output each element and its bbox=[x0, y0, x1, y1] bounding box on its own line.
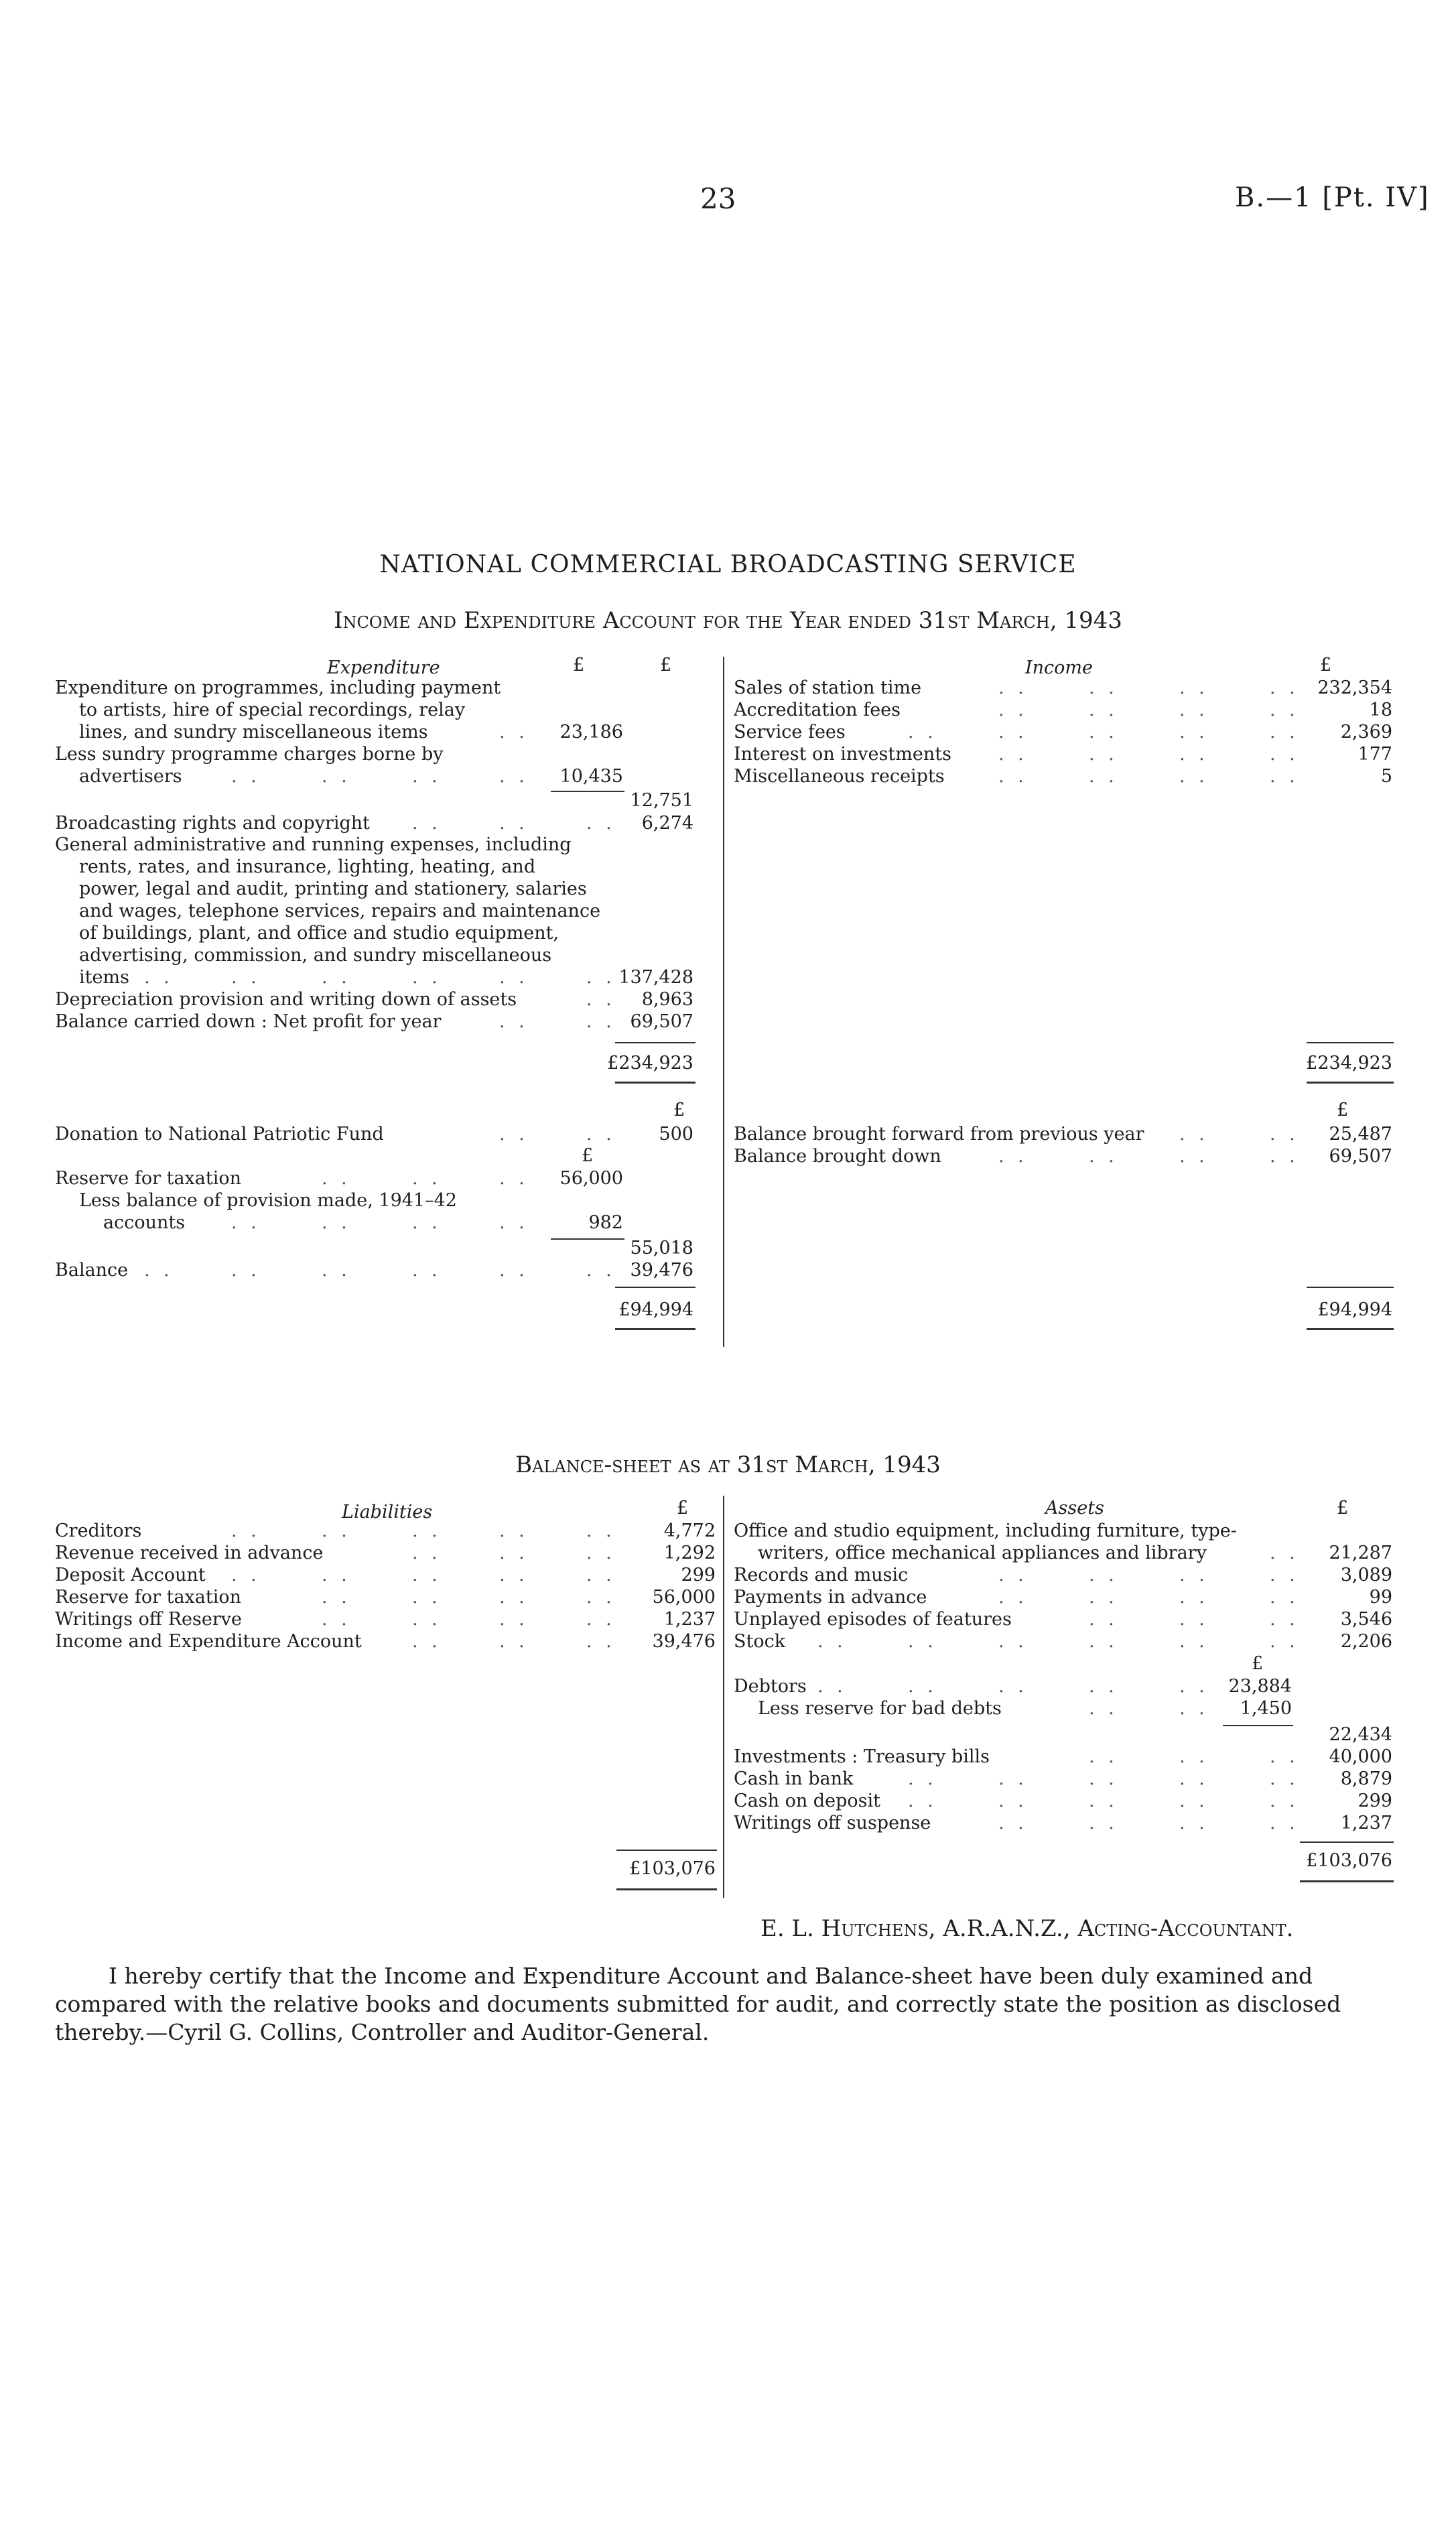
dots: . . bbox=[908, 1791, 937, 1811]
dots: . . bbox=[1270, 700, 1299, 720]
office-equipment-amount: 21,287 bbox=[1329, 1543, 1392, 1563]
accountant-signature: E. L. Hutchens, A.R.A.N.Z., Acting-Accountant. bbox=[760, 1915, 1294, 1942]
pound-header-1: £ bbox=[573, 655, 585, 675]
pound-header-income: £ bbox=[1320, 655, 1332, 675]
dots: . . bbox=[1179, 1609, 1209, 1630]
income-amount-2: 2,369 bbox=[1340, 722, 1392, 742]
income-label-0: Sales of station time bbox=[734, 677, 922, 698]
page-title: NATIONAL COMMERCIAL BROADCASTING SERVICE bbox=[379, 551, 1077, 578]
dots: . . bbox=[1179, 766, 1209, 787]
dots: . . bbox=[1089, 1146, 1118, 1167]
income-total: £234,923 bbox=[1306, 1053, 1392, 1074]
dots: . . bbox=[908, 722, 937, 742]
liabilities-total-underline bbox=[616, 1888, 717, 1890]
assets-total-rule bbox=[1300, 1841, 1394, 1843]
dots: . . bbox=[1179, 1813, 1209, 1833]
bad-debts-label: Less reserve for bad debts bbox=[758, 1698, 1002, 1719]
dots: . . bbox=[1089, 1813, 1118, 1833]
liability-label-0: Creditors bbox=[55, 1520, 142, 1541]
dots: . . bbox=[998, 677, 1028, 698]
pound-header-liabilities: £ bbox=[677, 1498, 689, 1518]
dots: . . bbox=[1179, 1631, 1209, 1652]
dots: . . bbox=[1270, 1565, 1299, 1585]
dots: . . bbox=[1270, 1543, 1299, 1563]
liability-label-3: Reserve for taxation bbox=[55, 1587, 242, 1608]
income-label-3: Interest on investments bbox=[734, 744, 951, 765]
dots: . . bbox=[1089, 1609, 1118, 1630]
brought-forward-label: Balance brought forward from previous year bbox=[734, 1124, 1144, 1145]
appropriation-credit-total-rule bbox=[1307, 1287, 1394, 1288]
dots: . . bbox=[499, 1212, 529, 1233]
dots: . . bbox=[499, 1011, 529, 1032]
auditor-certification: I hereby certify that the Income and Expenditure Account and Balance-sheet have been duly examined and compared with the relative books and documents submitted for audit, and correctly state the position as disclosed thereby.—Cyril G. Collins, Controller and Auditor-General. bbox=[55, 1963, 1341, 2045]
dots: . . bbox=[1270, 1609, 1299, 1630]
pound-header-app-1: £ bbox=[673, 1100, 685, 1120]
income-heading: Income bbox=[1025, 657, 1094, 678]
appropriation-debit-underline bbox=[615, 1328, 696, 1330]
dots: . . bbox=[1270, 1768, 1299, 1789]
writings-off-suspense-label: Writings off suspense bbox=[734, 1813, 931, 1833]
dots: . . bbox=[1270, 766, 1299, 787]
admin-expenses-label: General administrative and running expenses, including rents, rates, and insurance, lighting, heating, and power, legal and audit, printing and stationery, salaries and wages, telephone services, repairs and maintenance of buildings, plant, and office and studio equipment, advertising, commission, and sundry miscellaneous items bbox=[55, 834, 601, 988]
dots: . . bbox=[412, 1543, 442, 1563]
dots: . . bbox=[499, 1124, 529, 1145]
dots: . . bbox=[231, 766, 261, 787]
dots: . . bbox=[998, 1587, 1028, 1608]
dots: . . bbox=[1270, 677, 1299, 698]
dots: . . bbox=[499, 722, 529, 742]
asset-label-2: Unplayed episodes of features bbox=[734, 1609, 1012, 1630]
dots: . . bbox=[586, 1543, 616, 1563]
dots: . . bbox=[908, 1768, 937, 1789]
dots: . . bbox=[1179, 1124, 1209, 1145]
asset-label-1: Payments in advance bbox=[734, 1587, 927, 1608]
reserve-taxation-amount: 56,000 bbox=[559, 1168, 623, 1189]
expenditure-heading: Expenditure bbox=[327, 657, 440, 678]
dots: . . bbox=[1179, 744, 1209, 765]
dots: . . bbox=[1179, 722, 1209, 742]
dots: . . bbox=[1089, 1768, 1118, 1789]
dots: . . bbox=[817, 1631, 847, 1652]
cash-in-bank-amount: 8,879 bbox=[1340, 1768, 1392, 1789]
less-programme-charges-amount: 10,435 bbox=[559, 766, 623, 787]
dots: . . bbox=[1270, 1813, 1299, 1833]
liability-amount-0: 4,772 bbox=[663, 1520, 716, 1541]
dots: . . bbox=[586, 1587, 616, 1608]
pound-header-assets: £ bbox=[1337, 1498, 1349, 1518]
asset-label-3: Stock bbox=[734, 1631, 786, 1652]
debtors-amount: 23,884 bbox=[1228, 1676, 1292, 1697]
asset-amount-1: 99 bbox=[1369, 1587, 1392, 1608]
less-provision-amount: 982 bbox=[588, 1212, 623, 1233]
donation-label: Donation to National Patriotic Fund bbox=[55, 1124, 384, 1145]
rights-amount: 6,274 bbox=[641, 813, 693, 834]
dots: . . bbox=[322, 1609, 351, 1630]
dots: . . bbox=[231, 1212, 261, 1233]
dots: . . bbox=[586, 1124, 616, 1145]
dots: . . bbox=[322, 1565, 351, 1585]
dots: . . bbox=[499, 1520, 529, 1541]
dots: . . bbox=[998, 1565, 1028, 1585]
appropriation-credit-total: £94,994 bbox=[1317, 1299, 1392, 1320]
dots: . . bbox=[908, 1631, 937, 1652]
debtors-subtotal-rule bbox=[1223, 1725, 1293, 1726]
dots: . . bbox=[1179, 1746, 1209, 1767]
dots: . . bbox=[1089, 1676, 1118, 1697]
dots: . . bbox=[412, 1212, 442, 1233]
dots: . . bbox=[322, 1212, 351, 1233]
dots: . . bbox=[998, 700, 1028, 720]
dots: . . bbox=[998, 766, 1028, 787]
dots: . . bbox=[412, 766, 442, 787]
cash-on-deposit-amount: 299 bbox=[1358, 1791, 1392, 1811]
liability-amount-4: 1,237 bbox=[663, 1609, 716, 1630]
liability-amount-3: 56,000 bbox=[652, 1587, 716, 1608]
dots: . . bbox=[1179, 1768, 1209, 1789]
income-amount-4: 5 bbox=[1380, 766, 1392, 787]
dots: . . bbox=[499, 1565, 529, 1585]
appropriation-debit-total: £94,994 bbox=[618, 1299, 693, 1320]
document-reference: B.—1 [Pt. IV] bbox=[1235, 182, 1430, 213]
expenditure-total-rule bbox=[615, 1042, 696, 1043]
dots: . . bbox=[322, 1260, 351, 1281]
expenditure-total-underline bbox=[615, 1082, 696, 1084]
ie-column-divider bbox=[723, 657, 724, 1347]
dots: . . bbox=[322, 1168, 351, 1189]
balance-sheet-heading: Balance-sheet as at 31st March, 1943 bbox=[515, 1451, 941, 1478]
dots: . . bbox=[412, 1631, 442, 1652]
dots: . . bbox=[908, 1676, 937, 1697]
expenditure-total: £234,923 bbox=[607, 1053, 693, 1074]
dots: . . bbox=[586, 1631, 616, 1652]
dots: . . bbox=[1270, 1124, 1299, 1145]
debtors-label: Debtors bbox=[734, 1676, 807, 1697]
assets-total: £103,076 bbox=[1306, 1850, 1392, 1871]
dots: . . bbox=[998, 1813, 1028, 1833]
reserve-net-amount: 55,018 bbox=[630, 1238, 693, 1258]
dots: . . bbox=[1179, 1698, 1209, 1719]
dots: . . bbox=[586, 1565, 616, 1585]
liability-label-5: Income and Expenditure Account bbox=[55, 1631, 362, 1652]
debtors-net-amount: 22,434 bbox=[1329, 1724, 1392, 1745]
dots: . . bbox=[998, 1768, 1028, 1789]
income-amount-1: 18 bbox=[1369, 700, 1392, 720]
dots: . . bbox=[1270, 744, 1299, 765]
dots: . . bbox=[586, 1260, 616, 1281]
dots: . . bbox=[1179, 1565, 1209, 1585]
dots: . . bbox=[499, 813, 529, 834]
income-amount-3: 177 bbox=[1358, 744, 1392, 765]
dots: . . bbox=[412, 1587, 442, 1608]
dots: . . bbox=[586, 1520, 616, 1541]
dots: . . bbox=[322, 1587, 351, 1608]
dots: . . bbox=[412, 1565, 442, 1585]
dots: . . bbox=[322, 766, 351, 787]
programmes-label: Expenditure on programmes, including payment to artists, hire of special recordings, relay lines, and sundry miscellaneous items bbox=[55, 677, 501, 742]
income-total-underline bbox=[1307, 1082, 1394, 1084]
dots: . . bbox=[412, 1168, 442, 1189]
dots: . . bbox=[998, 1146, 1028, 1167]
cash-in-bank-label: Cash in bank bbox=[734, 1768, 854, 1789]
dots: . . bbox=[499, 1609, 529, 1630]
asset-amount-3: 2,206 bbox=[1340, 1631, 1392, 1652]
dots: . . bbox=[586, 1609, 616, 1630]
dots: . . bbox=[1270, 1746, 1299, 1767]
investments-amount: 40,000 bbox=[1329, 1746, 1392, 1767]
balance-carried-down-label: Balance carried down : Net profit for year bbox=[55, 1011, 442, 1032]
brought-down-label: Balance brought down bbox=[734, 1146, 941, 1167]
dots: . . bbox=[412, 1260, 442, 1281]
dots: . . bbox=[1089, 722, 1118, 742]
balance-carried-down-amount: 69,507 bbox=[630, 1011, 693, 1032]
dots: . . bbox=[1179, 1791, 1209, 1811]
dots: . . bbox=[817, 1676, 847, 1697]
dots: . . bbox=[1270, 1791, 1299, 1811]
brought-down-amount: 69,507 bbox=[1329, 1146, 1392, 1167]
appropriation-balance-label: Balance bbox=[55, 1260, 129, 1281]
dots: . . bbox=[231, 967, 261, 988]
pound-header-app-2: £ bbox=[1337, 1100, 1349, 1120]
dots: . . bbox=[412, 967, 442, 988]
dots: . . bbox=[499, 967, 529, 988]
dots: . . bbox=[1270, 1146, 1299, 1167]
liabilities-total: £103,076 bbox=[629, 1858, 716, 1879]
dots: . . bbox=[586, 813, 616, 834]
dots: . . bbox=[1179, 1146, 1209, 1167]
office-equipment-label: Office and studio equipment, including furniture, type- writers, office mechanical appliances and library bbox=[734, 1520, 1237, 1563]
dots: . . bbox=[1089, 1698, 1118, 1719]
assets-heading: Assets bbox=[1045, 1498, 1104, 1518]
dots: . . bbox=[1270, 1631, 1299, 1652]
dots: . . bbox=[998, 722, 1028, 742]
dots: . . bbox=[1089, 1587, 1118, 1608]
donation-amount: 500 bbox=[659, 1124, 693, 1145]
income-label-4: Miscellaneous receipts bbox=[734, 766, 945, 787]
dots: . . bbox=[1089, 766, 1118, 787]
liability-amount-1: 1,292 bbox=[663, 1543, 716, 1563]
asset-amount-0: 3,089 bbox=[1340, 1565, 1392, 1585]
appropriation-debit-total-rule bbox=[615, 1287, 696, 1288]
dots: . . bbox=[412, 1520, 442, 1541]
dots: . . bbox=[322, 967, 351, 988]
brought-forward-amount: 25,487 bbox=[1329, 1124, 1392, 1145]
dots: . . bbox=[412, 1609, 442, 1630]
dots: . . bbox=[1089, 1791, 1118, 1811]
bad-debts-amount: 1,450 bbox=[1240, 1698, 1292, 1719]
bs-column-divider bbox=[723, 1496, 724, 1898]
dots: . . bbox=[998, 744, 1028, 765]
dots: . . bbox=[499, 1587, 529, 1608]
programmes-amount: 23,186 bbox=[559, 722, 623, 742]
liability-amount-2: 299 bbox=[681, 1565, 716, 1585]
liability-label-2: Deposit Account bbox=[55, 1565, 206, 1585]
dots: . . bbox=[1179, 1676, 1209, 1697]
dots: . . bbox=[1179, 700, 1209, 720]
dots: . . bbox=[499, 1168, 529, 1189]
dots: . . bbox=[1179, 1587, 1209, 1608]
writings-off-suspense-amount: 1,237 bbox=[1340, 1813, 1392, 1833]
income-total-rule bbox=[1307, 1042, 1394, 1043]
dots: . . bbox=[144, 967, 174, 988]
dots: . . bbox=[586, 989, 616, 1010]
investments-label: Investments : Treasury bills bbox=[734, 1746, 990, 1767]
income-amount-0: 232,354 bbox=[1317, 677, 1392, 698]
dots: . . bbox=[1179, 677, 1209, 698]
pound-header-2: £ bbox=[660, 655, 672, 675]
liabilities-total-rule bbox=[616, 1850, 717, 1851]
asset-label-0: Records and music bbox=[734, 1565, 909, 1585]
cash-on-deposit-label: Cash on deposit bbox=[734, 1791, 880, 1811]
dots: . . bbox=[322, 1520, 351, 1541]
programmes-net-amount: 12,751 bbox=[630, 790, 693, 811]
appropriation-balance-amount: 39,476 bbox=[630, 1260, 693, 1281]
depreciation-label: Depreciation provision and writing down of assets bbox=[55, 989, 517, 1010]
liabilities-heading: Liabilities bbox=[342, 1502, 433, 1523]
dots: . . bbox=[499, 1260, 529, 1281]
dots: . . bbox=[998, 1676, 1028, 1697]
dots: . . bbox=[144, 1260, 174, 1281]
dots: . . bbox=[998, 1631, 1028, 1652]
pound-header-app-3: £ bbox=[582, 1145, 594, 1166]
liability-amount-5: 39,476 bbox=[652, 1631, 716, 1652]
less-provision-label: Less balance of provision made, 1941–42 accounts bbox=[79, 1190, 457, 1233]
page-number: 23 bbox=[700, 182, 736, 215]
dots: . . bbox=[1089, 1565, 1118, 1585]
dots: . . bbox=[998, 1791, 1028, 1811]
asset-amount-2: 3,546 bbox=[1340, 1609, 1392, 1630]
dots: . . bbox=[412, 813, 442, 834]
dots: . . bbox=[1270, 722, 1299, 742]
dots: . . bbox=[1089, 700, 1118, 720]
dots: . . bbox=[586, 967, 616, 988]
income-label-2: Service fees bbox=[734, 722, 846, 742]
liability-label-4: Writings off Reserve bbox=[55, 1609, 242, 1630]
dots: . . bbox=[231, 1520, 261, 1541]
dots: . . bbox=[499, 1543, 529, 1563]
dots: . . bbox=[1089, 677, 1118, 698]
rights-label: Broadcasting rights and copyright bbox=[55, 813, 371, 834]
dots: . . bbox=[1089, 1746, 1118, 1767]
dots: . . bbox=[1270, 1587, 1299, 1608]
income-label-1: Accreditation fees bbox=[734, 700, 901, 720]
admin-expenses-amount: 137,428 bbox=[618, 967, 693, 988]
less-programme-charges-label: Less sundry programme charges borne by advertisers bbox=[55, 744, 444, 787]
dots: . . bbox=[586, 1011, 616, 1032]
reserve-taxation-label: Reserve for taxation bbox=[55, 1168, 242, 1189]
dots: . . bbox=[231, 1260, 261, 1281]
dots: . . bbox=[1089, 1631, 1118, 1652]
assets-total-underline bbox=[1300, 1880, 1394, 1882]
liability-label-1: Revenue received in advance bbox=[55, 1543, 324, 1563]
dots: . . bbox=[499, 766, 529, 787]
appropriation-credit-underline bbox=[1307, 1328, 1394, 1330]
depreciation-amount: 8,963 bbox=[641, 989, 693, 1010]
dots: . . bbox=[1089, 744, 1118, 765]
dots: . . bbox=[499, 1631, 529, 1652]
dots: . . bbox=[231, 1565, 261, 1585]
ie-account-heading: Income and Expenditure Account for the Year ended 31st March, 1943 bbox=[334, 607, 1122, 634]
pound-header-debtors: £ bbox=[1252, 1653, 1264, 1674]
